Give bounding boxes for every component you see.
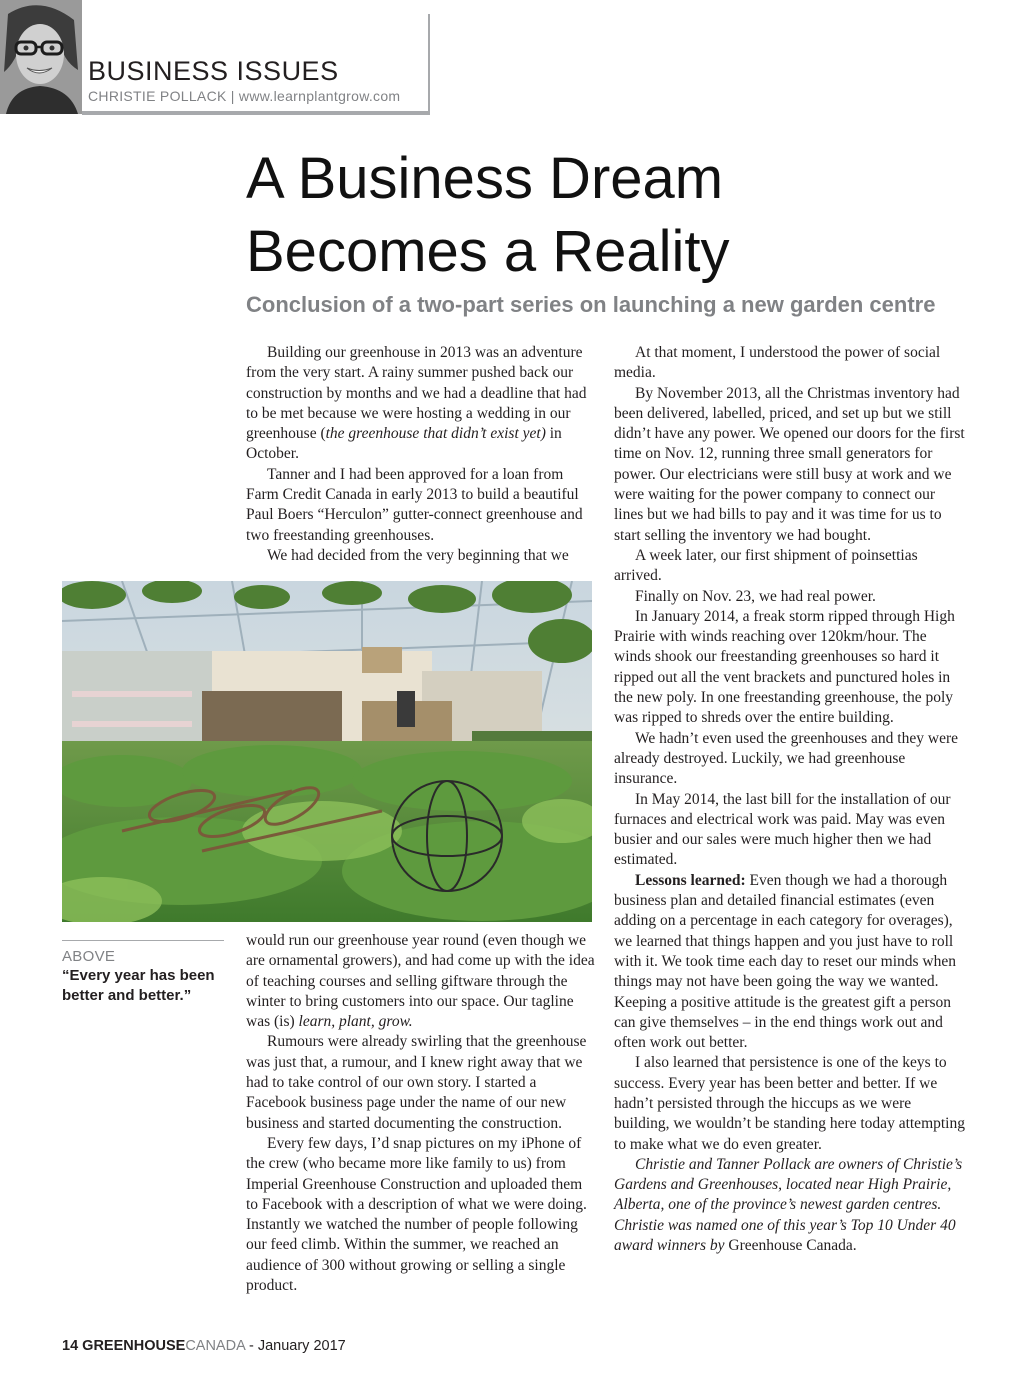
caption-label: ABOVE: [62, 948, 116, 965]
publication-name: GREENHOUSE: [82, 1338, 186, 1354]
paragraph: In May 2014, the last bill for the installation of our furnaces and electrical work was paid. May was even busier and our sales were much higher then we had estimated.: [614, 790, 951, 869]
issue-date: - January 2017: [244, 1338, 346, 1354]
paragraph: Tanner and I had been approved for a loan from Farm Credit Canada in early 2013 to build a beautiful Paul Boers “Herculon” gutter-connect greenhouse and two freestanding greenhouses.: [246, 465, 583, 544]
article-title: [246, 142, 986, 288]
paragraph: Rumours were already swirling that the greenhouse was just that, a rumour, and I knew right away that we had to take control of our own story. I started a Facebook business page under the name of our new business and started documenting the construction.: [246, 1033, 587, 1132]
header-horizontal-rule: [82, 111, 430, 115]
body-column-3: [614, 343, 966, 1256]
column-header: [0, 0, 430, 116]
lessons-learned-label: Lessons learned:: [635, 871, 746, 889]
page-footer: [62, 1338, 346, 1354]
caption-rule: [62, 940, 224, 941]
caption-pull-quote: “Every year has been better and better.”: [62, 967, 215, 1004]
title-line-2: Becomes a Reality: [246, 219, 730, 284]
author-portrait-photo: [0, 0, 82, 114]
paragraph: At that moment, I understood the power of social media.: [614, 344, 941, 382]
paragraph: We had decided from the very beginning that we: [267, 546, 569, 564]
greenhouse-interior-photo: [62, 581, 592, 922]
article-subtitle: Conclusion of a two-part series on launching a new garden centre: [246, 292, 936, 317]
paragraph: In January 2014, a freak storm ripped through High Prairie with winds reaching over 120km/hour. The winds shook our freestanding greenhouses so hard it ripped out all the vent brackets and punctured holes in the new poly. In one freestanding greenhouse, the poly was ripped to shreds over the entire building.: [614, 607, 955, 727]
paragraph: We hadn’t even used the greenhouses and they were already destroyed. Luckily, we had greenhouse insurance.: [614, 729, 958, 788]
paragraph: I also learned that persistence is one of the keys to success. Every year has been better and better. If we hadn’t persisted through the hiccups as we were building, we wouldn’t be standing here today attempting to make what we do even greater.: [614, 1054, 965, 1153]
publication-name-suffix: CANADA: [185, 1338, 245, 1354]
author-byline: CHRISTIE POLLACK | www.learnplantgrow.com: [88, 88, 401, 104]
paragraph: Lessons learned: Even though we had a thorough business plan and detailed financial estimates (even adding on a percentage in each category for overages), we learned that things happen and you just have to roll with it. We took time each day to reset our minds when things may not have been going the way we wanted. Keeping a positive attitude is the greatest gift a person can give themselves – in the end things work out and often work out better.: [614, 871, 956, 1052]
paragraph: Finally on Nov. 23, we had real power.: [635, 587, 876, 605]
body-column-1: [246, 343, 596, 566]
body-column-2: [246, 931, 596, 1296]
header-vertical-rule: [428, 14, 430, 114]
paragraph: By November 2013, all the Christmas inventory had been delivered, labelled, priced, and set up but we still didn’t have any power. We opened our doors for the first time on Nov. 12, running three small generators for power. Our electricians were still busy at work and we were waiting for the power company to connect our lines but we had bills to pay and it was time for us to start selling the inventory we had bought.: [614, 384, 965, 544]
author-bio: Christie and Tanner Pollack are owners of Christie’s Gardens and Greenhouses, located near High Prairie, Alberta, one of the province’s newest garden centres. Christie was named one of this year’s Top 10 Under 40 award winners by Greenhouse Canada.: [614, 1155, 963, 1255]
paragraph: would run our greenhouse year round (even though we are ornamental growers), and had come up with the idea of teaching courses and selling giftware through the winter to bring customers into our space. Our tagline was (is) learn, plant, grow.: [246, 932, 595, 1031]
page-number: 14: [62, 1338, 79, 1354]
paragraph: Every few days, I’d snap pictures on my iPhone of the crew (who became more like family to us) from Imperial Greenhouse Construction and uploaded them to Facebook with a description of what we were doing. Instantly we watched the number of people following our feed climb. Within the summer, we reached an audience of 300 without growing or selling a single product.: [246, 1134, 587, 1295]
paragraph: A week later, our first shipment of poinsettias arrived.: [614, 546, 918, 585]
column-name: BUSINESS ISSUES: [88, 56, 339, 86]
paragraph: Building our greenhouse in 2013 was an adventure from the very start. A rainy summer pushed back our construction by months and we had a deadline that had to be met because we were hosting a wedding in our greenhouse (the greenhouse that didn’t exist yet) in October.: [246, 344, 587, 463]
title-line-1: A Business Dream: [246, 146, 724, 211]
